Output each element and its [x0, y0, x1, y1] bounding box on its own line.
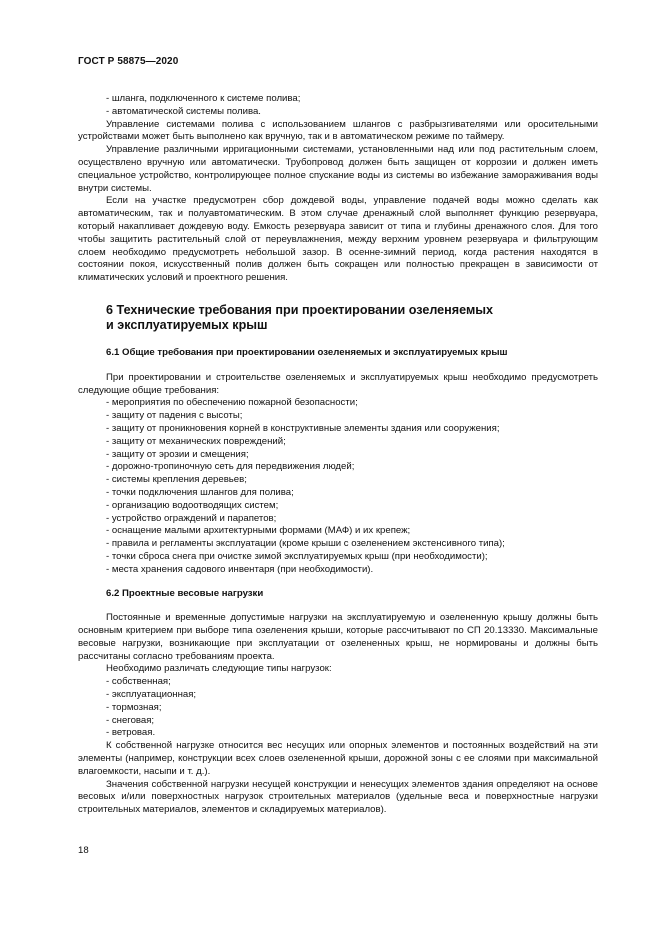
list-item: - мероприятия по обеспечению пожарной безопасности; — [106, 397, 358, 409]
list-item: - ветровая. — [106, 727, 156, 739]
list-item: - дорожно-тропиночную сеть для передвижения людей; — [106, 461, 355, 473]
list-item: - правила и регламенты эксплуатации (кроме крыши с озеленением экстенсивного типа); — [106, 538, 505, 550]
list-item: - точки сброса снега при очистке зимой эксплуатируемых крыш (при необходимости); — [106, 550, 488, 562]
list-item: - защиту от эрозии и смещения; — [106, 448, 249, 460]
document-body — [78, 93, 598, 817]
list-item: - защиту от падения с высоты; — [106, 410, 243, 422]
list-item: - защиту от проникновения корней в конструктивные элементы здания или сооружения; — [106, 422, 500, 434]
list-item: - защиту от механических повреждений; — [106, 435, 286, 447]
list-item: - устройство ограждений и парапетов; — [106, 512, 277, 524]
paragraph: Управление различными ирригационными системами, установленными над или под растительным слоем, осуществлено вручную или автоматически. Трубопровод должен быть защищен от коррозии и должен иметь специальное устройство, контролирующее полное спускание воды из системы во избежание замораживания воды внутри системы. — [78, 144, 598, 194]
document-header: ГОСТ Р 58875—2020 — [78, 56, 179, 67]
list-item: - шланга, подключенного к системе полива; — [106, 93, 301, 104]
list-item: - собственная; — [106, 676, 171, 688]
paragraph: Значения собственной нагрузки несущей конструкции и ненесущих элементов здания определяют на основе весовых и/или поверхностных нагрузок строительных материалов (удельные веса и поверхностные нагрузки строительных материалов, элементов и складируемых материалов). — [78, 778, 598, 816]
section-6-1-heading: 6.1 Общие требования при проектировании озеленяемых и эксплуатируемых крыш — [106, 346, 508, 358]
paragraph: Управление системами полива с использованием шлангов с разбрызгивателями или оросительными устройствами может быть выполнено как вручную, так и в автоматическом режиме по таймеру. — [78, 118, 598, 143]
list-item: - места хранения садового инвентаря (при необходимости). — [106, 563, 374, 575]
page-number: 18 — [78, 845, 89, 856]
list-item: - оснащение малыми архитектурными формами (МАФ) и их крепеж; — [106, 525, 411, 537]
paragraph: К собственной нагрузке относится вес несущих или опорных элементов и постоянных воздействий на эти элементы (например, конструкции всех слоев озелененной крыши, дорожной зоны с ее слоями при максимальной влагоемкости, насыпи и т. д.). — [78, 740, 598, 777]
list-item: - системы крепления деревьев; — [106, 474, 247, 486]
list-item: - точки подключения шлангов для полива; — [106, 486, 294, 498]
section-6-2-heading: 6.2 Проектные весовые нагрузки — [106, 587, 264, 599]
list-item: - организацию водоотводящих систем; — [106, 499, 279, 511]
list-item: - эксплуатационная; — [106, 689, 197, 701]
list-item: - автоматической системы полива. — [106, 105, 261, 117]
paragraph: Необходимо различать следующие типы нагрузок: — [106, 663, 332, 675]
section-6-heading-line2: и эксплуатируемых крыш — [106, 317, 268, 332]
section-6-heading — [106, 303, 598, 333]
list-item: - снеговая; — [106, 714, 155, 726]
section-6-heading-line1: 6 Технические требования при проектировании озеленяемых — [106, 302, 494, 317]
paragraph: Если на участке предусмотрен сбор дождевой воды, управление подачей воды можно сделать как автоматическим, так и полуавтоматическим. В этом случае дренажный слой выполняет функцию резервуара, который накапливает дождевую воду. Емкость резервуара зависит от типа и глубины дренажного слоя. Для того чтобы защитить растительный слой от переувлажнения, между верхним уровнем резервуара и фильтрующим слоем необходимо предусмотреть небольшой зазор. В осенне-зимний период, когда растения находятся в состоянии покоя, искусственный полив должен быть сокращен или полностью прекращен в зависимости от климатических условий и проектного решения. — [78, 195, 598, 284]
list-item: - тормозная; — [106, 701, 162, 713]
paragraph: Постоянные и временные допустимые нагрузки на эксплуатируемую и озелененную крышу должны быть основным критерием при выборе типа озеленения крыши, которые рассчитывают по СП 20.13330. Максимальные весовые нагрузки, возникающие при эксплуатации от озелененных крыш, не нормированы и должны быть рассчитаны согласно требованиям проекта. — [78, 612, 598, 662]
paragraph: При проектировании и строительстве озеленяемых и эксплуатируемых крыш необходимо предусмотреть следующие общие требования: — [78, 371, 598, 396]
